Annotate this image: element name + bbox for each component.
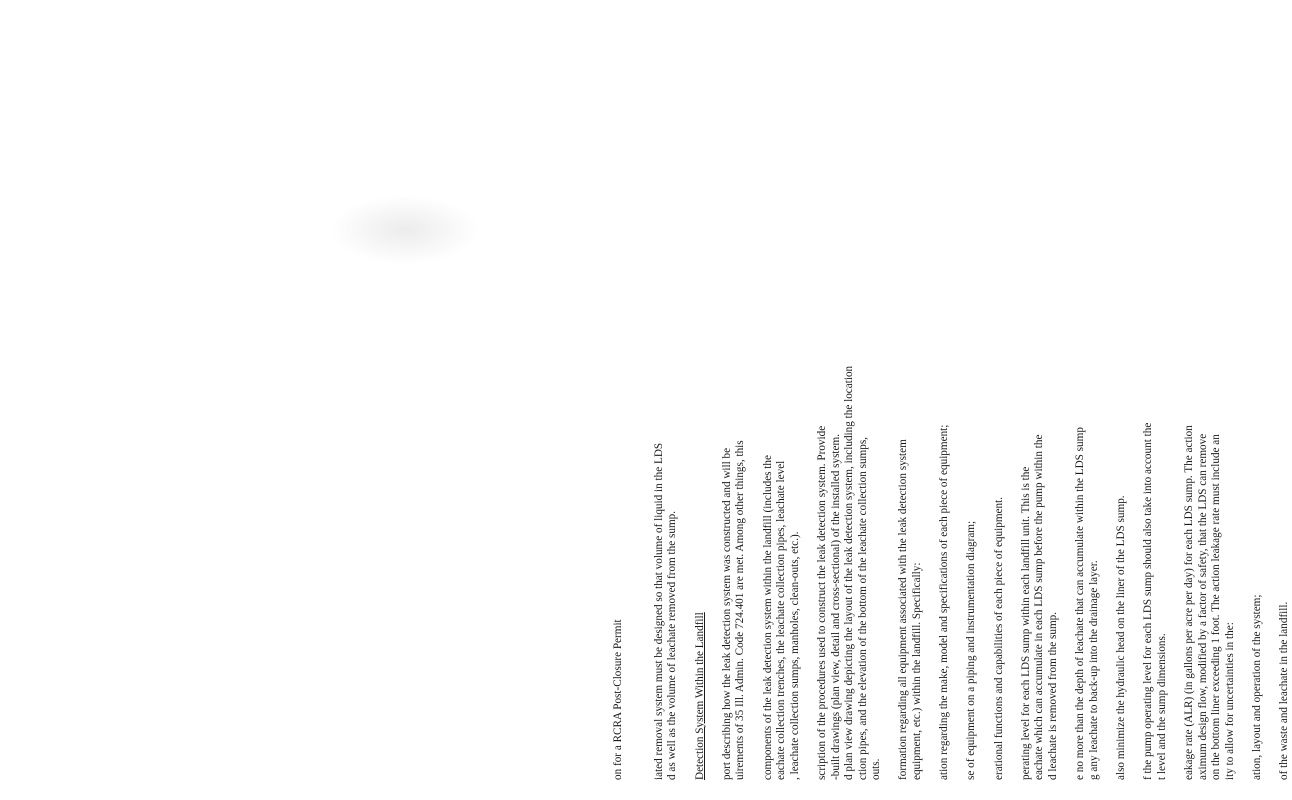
- text-line: formation regarding all equipment associated with the leak detection system: [897, 439, 910, 780]
- text-line: d plan view drawing depicting the layout of the leak detection system, including the location: [843, 365, 856, 780]
- text-line: , leachate collection sumps, manholes, clean-outs, etc.).: [788, 531, 801, 780]
- paragraph-gap: [952, 130, 966, 780]
- text-line: perating level for each LDS sump within each landfill unit. This is the: [1019, 466, 1032, 780]
- text-line: equipment, etc.) within the landfill. Specifically:: [911, 562, 924, 780]
- text-line: eakage rate (ALR) (in gallons per acre per day) for each LDS sump. The action: [1182, 425, 1195, 780]
- paragraph-gap: [639, 130, 653, 780]
- text-line: ation, layout and operation of the system;: [1250, 594, 1263, 780]
- paragraph-gap: [925, 130, 939, 780]
- document-page: [612, 130, 1291, 780]
- text-line: uirements of 35 Ill. Admin. Code 724.401 are met. Among other things, this: [734, 440, 747, 780]
- text-line: d leachate is removed from the sump.: [1047, 611, 1059, 780]
- paragraph-gap: [884, 130, 898, 780]
- text-line: eachate which can accumulate in each LDS sump before the pump within the: [1033, 434, 1046, 780]
- text-line: also minimize the hydraulic head on the liner of the LDS sump.: [1114, 495, 1127, 780]
- text-line: erational functions and capabilities of each piece of equipment.: [992, 497, 1005, 780]
- text-line: f the pump operating level for each LDS sump should also take into account the: [1142, 422, 1155, 780]
- text-line: of the waste and leachate in the landfill.: [1278, 601, 1291, 780]
- page-header: on for a RCRA Post-Closure Permit: [612, 619, 624, 780]
- text-line: -built drawings (plan view, detail and cross-sectional) of the installed system.: [829, 434, 842, 780]
- text-line: se of equipment on a piping and instrumentation diagram;: [965, 520, 978, 780]
- paragraph-gap: [1237, 130, 1251, 780]
- paragraph-gap: [707, 130, 721, 780]
- text-line: on the bottom liner exceeding 1 foot. The action leakage rate must include an: [1210, 434, 1223, 780]
- text-line: t level and the sump dimensions.: [1155, 633, 1168, 780]
- paragraph-gap: [1101, 130, 1115, 780]
- section-heading: Detection System Within the Landfill: [693, 612, 706, 780]
- text-line: components of the leak detection system within the landfill (includes the: [761, 455, 774, 780]
- text-line: e no more than the depth of leachate that can accumulate within the LDS sump: [1074, 427, 1087, 780]
- paragraph-gap: [979, 130, 993, 780]
- text-line: port describing how the leak detection system was constructed and will be: [720, 447, 733, 780]
- text-line: ction pipes, and the elevation of the bottom of the leachate collection sumps,: [856, 437, 869, 780]
- scan-smudge: [330, 195, 480, 265]
- text-line: aximum design flow, modified by a factor of safety, that the LDS can remove: [1196, 433, 1209, 780]
- text-line: iated removal system must be designed so that volume of liquid in the LDS: [652, 442, 665, 780]
- paragraph-gap: [1265, 130, 1279, 780]
- paragraph-gap: [626, 130, 640, 780]
- paragraph-gap: [680, 130, 694, 780]
- paragraph-gap: [1006, 130, 1020, 780]
- paragraph-gap: [1129, 130, 1143, 780]
- paragraph-gap: [802, 130, 816, 780]
- text-line: ity to allow for uncertainties in the:: [1223, 622, 1236, 780]
- text-line: scription of the procedures used to construct the leak detection system. Provide: [815, 425, 828, 780]
- paragraph-gap: [1061, 130, 1075, 780]
- paragraph-gap: [748, 130, 762, 780]
- text-line: g any leachate to back-up into the drainage layer.: [1087, 560, 1100, 780]
- text-line: eachate collection trenches, the leachate collection pipes, leachate level: [775, 460, 788, 780]
- text-line: outs.: [870, 758, 883, 780]
- text-line: d as well as the volume of leachate removed from the sump.: [666, 510, 679, 780]
- paragraph-gap: [1169, 130, 1183, 780]
- text-line: ation regarding the make, model and specifications of each piece of equipment;: [938, 424, 951, 780]
